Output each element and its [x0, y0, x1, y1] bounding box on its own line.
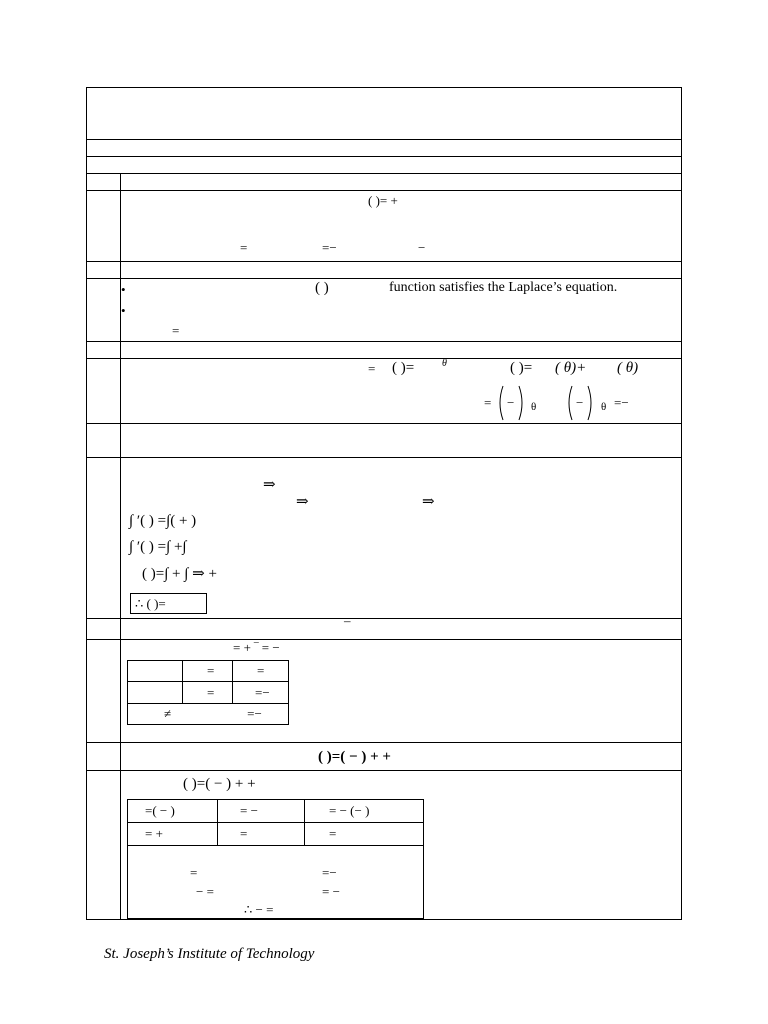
- math-expression: = −: [322, 884, 340, 899]
- table-cell: [128, 661, 183, 682]
- math-expression: ( )= +: [368, 193, 398, 208]
- math-expression: −: [576, 395, 584, 410]
- math-expression: = − (− ): [329, 803, 370, 818]
- row-divider: [86, 457, 682, 458]
- table-cell: [305, 823, 424, 846]
- math-expression: ∴ ( )=: [135, 596, 166, 611]
- bullet-point: •: [121, 282, 126, 297]
- row-divider: [86, 770, 682, 771]
- question-table: [86, 87, 682, 920]
- math-expression: =: [190, 865, 198, 880]
- math-expression: ( ): [315, 280, 329, 296]
- sub-table: [127, 799, 424, 919]
- math-expression: =−: [614, 395, 629, 410]
- math-expression: =: [207, 684, 215, 700]
- row-divider: [86, 341, 682, 342]
- row-divider: [86, 261, 682, 262]
- row-divider: [86, 358, 682, 359]
- row-divider: [86, 742, 682, 743]
- row-divider: [86, 139, 682, 140]
- table-cell: [233, 682, 289, 704]
- sub-table: [127, 660, 289, 725]
- laplace-statement: function satisfies the Laplace’s equation.: [389, 280, 618, 295]
- table-cell: [128, 682, 183, 704]
- math-expression: ∴ − =: [244, 902, 274, 917]
- math-expression: = −: [240, 803, 258, 818]
- math-expression: θ: [531, 401, 537, 413]
- math-expression: =−: [322, 865, 337, 880]
- math-expression: =: [484, 395, 492, 410]
- math-expression: =−: [247, 706, 262, 721]
- row-divider: [86, 156, 682, 157]
- math-expression: = + ‾ = −: [233, 640, 280, 655]
- table-cell: [183, 682, 233, 704]
- math-expression: θ: [601, 401, 607, 413]
- math-expression: −: [418, 240, 426, 255]
- math-expression: =: [240, 240, 248, 255]
- math-expression: = +: [145, 826, 163, 841]
- math-expression: =: [172, 323, 180, 338]
- table-cell: [128, 823, 218, 846]
- table-cell: [218, 800, 305, 823]
- table-cell: [128, 800, 218, 823]
- math-expression: ∫ ′( ) =∫( + ): [129, 513, 197, 529]
- math-expression: ( θ): [617, 360, 639, 376]
- math-expression: =: [207, 663, 215, 678]
- math-expression: =: [368, 361, 376, 376]
- table-cell: [183, 661, 233, 682]
- math-expression: ( )=( − ) + +: [183, 776, 256, 792]
- math-expression: –: [344, 613, 351, 628]
- row-divider: [86, 173, 682, 174]
- math-expression: ( )=: [392, 360, 415, 376]
- table-cell: [218, 823, 305, 846]
- math-expression: ∫ ′( ) =∫ +∫: [129, 539, 187, 555]
- table-cell: [128, 846, 424, 919]
- footer-institute: St. Joseph’s Institute of Technology: [104, 946, 315, 962]
- math-expression: ⇒: [296, 494, 309, 510]
- math-expression: =−: [255, 684, 270, 700]
- row-divider: [86, 190, 682, 191]
- row-divider: [86, 639, 682, 640]
- math-expression: ( θ)+: [555, 360, 587, 376]
- math-expression: − =: [196, 884, 214, 899]
- row-divider: [86, 278, 682, 279]
- math-expression: ⇒: [263, 477, 276, 493]
- math-expression: θ: [442, 358, 447, 369]
- math-expression: =: [240, 826, 248, 841]
- math-expression: ≠: [164, 706, 172, 721]
- math-expression: =( − ): [145, 803, 175, 818]
- math-expression: =: [329, 826, 337, 841]
- math-expression: =−: [322, 240, 337, 255]
- math-expression: ( )=( − ) + +: [318, 749, 391, 765]
- math-expression: −: [507, 395, 515, 410]
- table-cell: [305, 800, 424, 823]
- bullet-point: •: [121, 303, 126, 318]
- row-divider: [86, 618, 682, 619]
- table-cell: [128, 704, 289, 725]
- math-expression: ( )=: [510, 360, 533, 376]
- math-expression: ⇒: [422, 494, 435, 510]
- row-divider: [86, 423, 682, 424]
- math-expression: =: [257, 663, 265, 678]
- math-expression: ( )=∫ + ∫ ⇒ +: [142, 566, 217, 582]
- table-cell: [233, 661, 289, 682]
